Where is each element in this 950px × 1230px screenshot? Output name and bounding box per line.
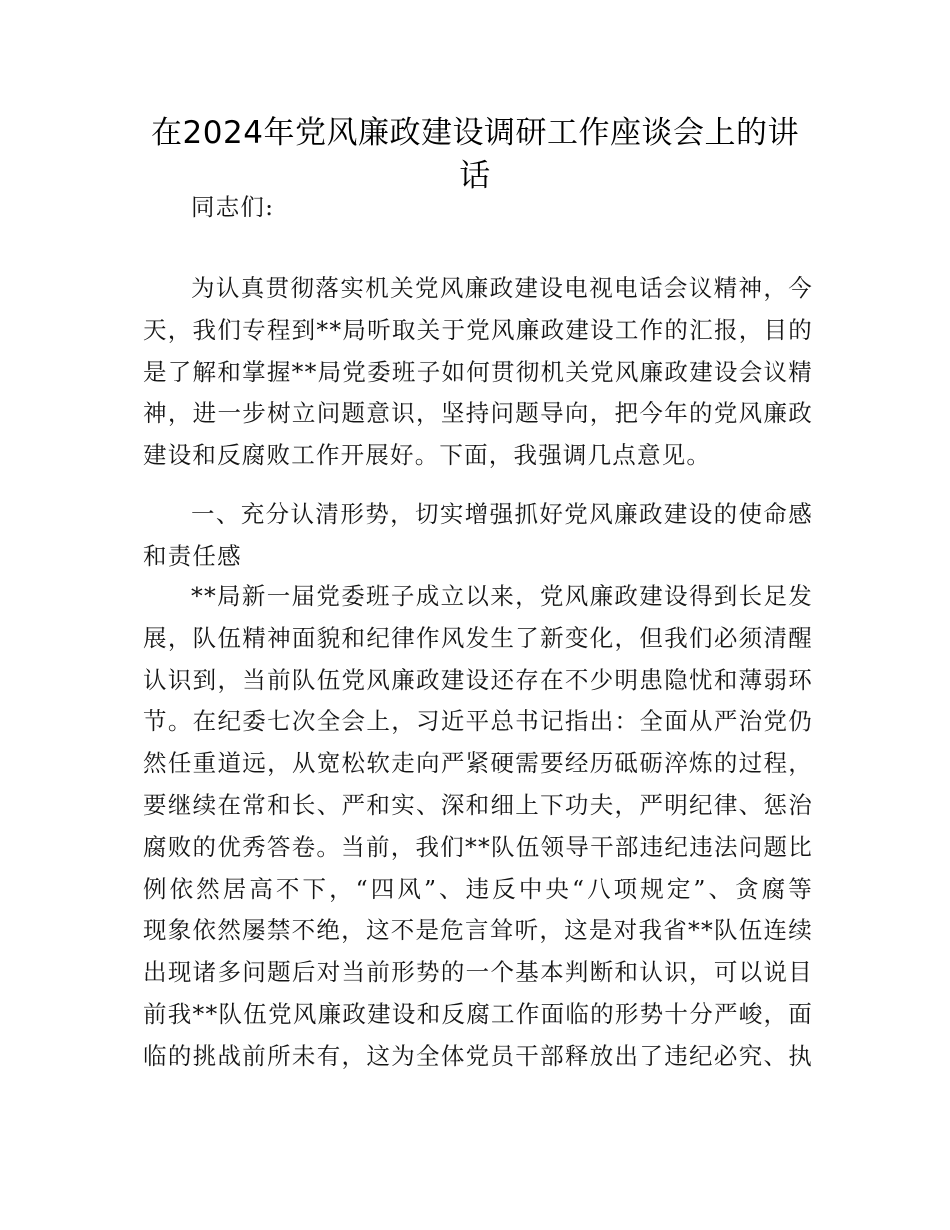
section-heading-1 bbox=[143, 494, 813, 578]
salutation-text: 同志们: bbox=[191, 193, 275, 221]
paragraph-line: 现象依然屡禁不绝，这不是危言耸听，这是对我省**队伍连续 bbox=[143, 916, 813, 945]
heading-line: 和责任感 bbox=[143, 541, 242, 570]
title-line: 话 bbox=[459, 158, 491, 194]
paragraph-line: 认识到，当前队伍党风廉政建设还存在不少明患隐忧和薄弱环 bbox=[143, 665, 813, 694]
paragraph-line: 神，进一步树立问题意识，坚持问题导向，把今年的党风廉政 bbox=[143, 399, 813, 428]
paragraph-situation bbox=[143, 576, 813, 1078]
paragraph-line: 例依然居高不下，“四风”、违反中央“八项规定”、贪腐等 bbox=[143, 874, 813, 903]
paragraph-line: 天，我们专程到**局听取关于党风廉政建设工作的汇报，目的 bbox=[143, 315, 813, 344]
paragraph-line: 是了解和掌握**局党委班子如何贯彻机关党风廉政建设会议精 bbox=[143, 357, 813, 386]
paragraph-line: 出现诸多问题后对当前形势的一个基本判断和认识，可以说目 bbox=[143, 958, 813, 987]
paragraph-line: 腐败的优秀答卷。当前，我们**队伍领导干部违纪违法问题比 bbox=[143, 832, 813, 861]
salutation bbox=[143, 187, 813, 229]
document-title bbox=[120, 112, 830, 198]
paragraph-line: 然任重道远，从宽松软走向严紧硬需要经历砥砺淬炼的过程， bbox=[143, 749, 813, 778]
title-line: 在2024年党风廉政建设调研工作座谈会上的讲 bbox=[151, 115, 799, 151]
paragraph-line: **局新一届党委班子成立以来，党风廉政建设得到长足发 bbox=[191, 582, 813, 610]
paragraph-line: 为认真贯彻落实机关党风廉政建设电视电话会议精神，今 bbox=[191, 274, 813, 302]
paragraph-line: 节。在纪委七次全会上，习近平总书记指出：全面从严治党仍 bbox=[143, 707, 813, 736]
paragraph-line: 前我**队伍党风廉政建设和反腐工作面临的形势十分严峻，面 bbox=[143, 999, 813, 1028]
paragraph-line: 展，队伍精神面貌和纪律作风发生了新变化，但我们必须清醒 bbox=[143, 623, 813, 652]
paragraph-intro bbox=[143, 268, 813, 477]
heading-line: 一、充分认清形势，切实增强抓好党风廉政建设的使命感 bbox=[191, 500, 813, 528]
paragraph-line: 要继续在常和长、严和实、深和细上下功夫，严明纪律、惩治 bbox=[143, 790, 813, 819]
paragraph-line: 临的挑战前所未有，这为全体党员干部释放出了违纪必究、执 bbox=[143, 1041, 813, 1070]
paragraph-line: 建设和反腐败工作开展好。下面，我强调几点意见。 bbox=[143, 441, 712, 470]
